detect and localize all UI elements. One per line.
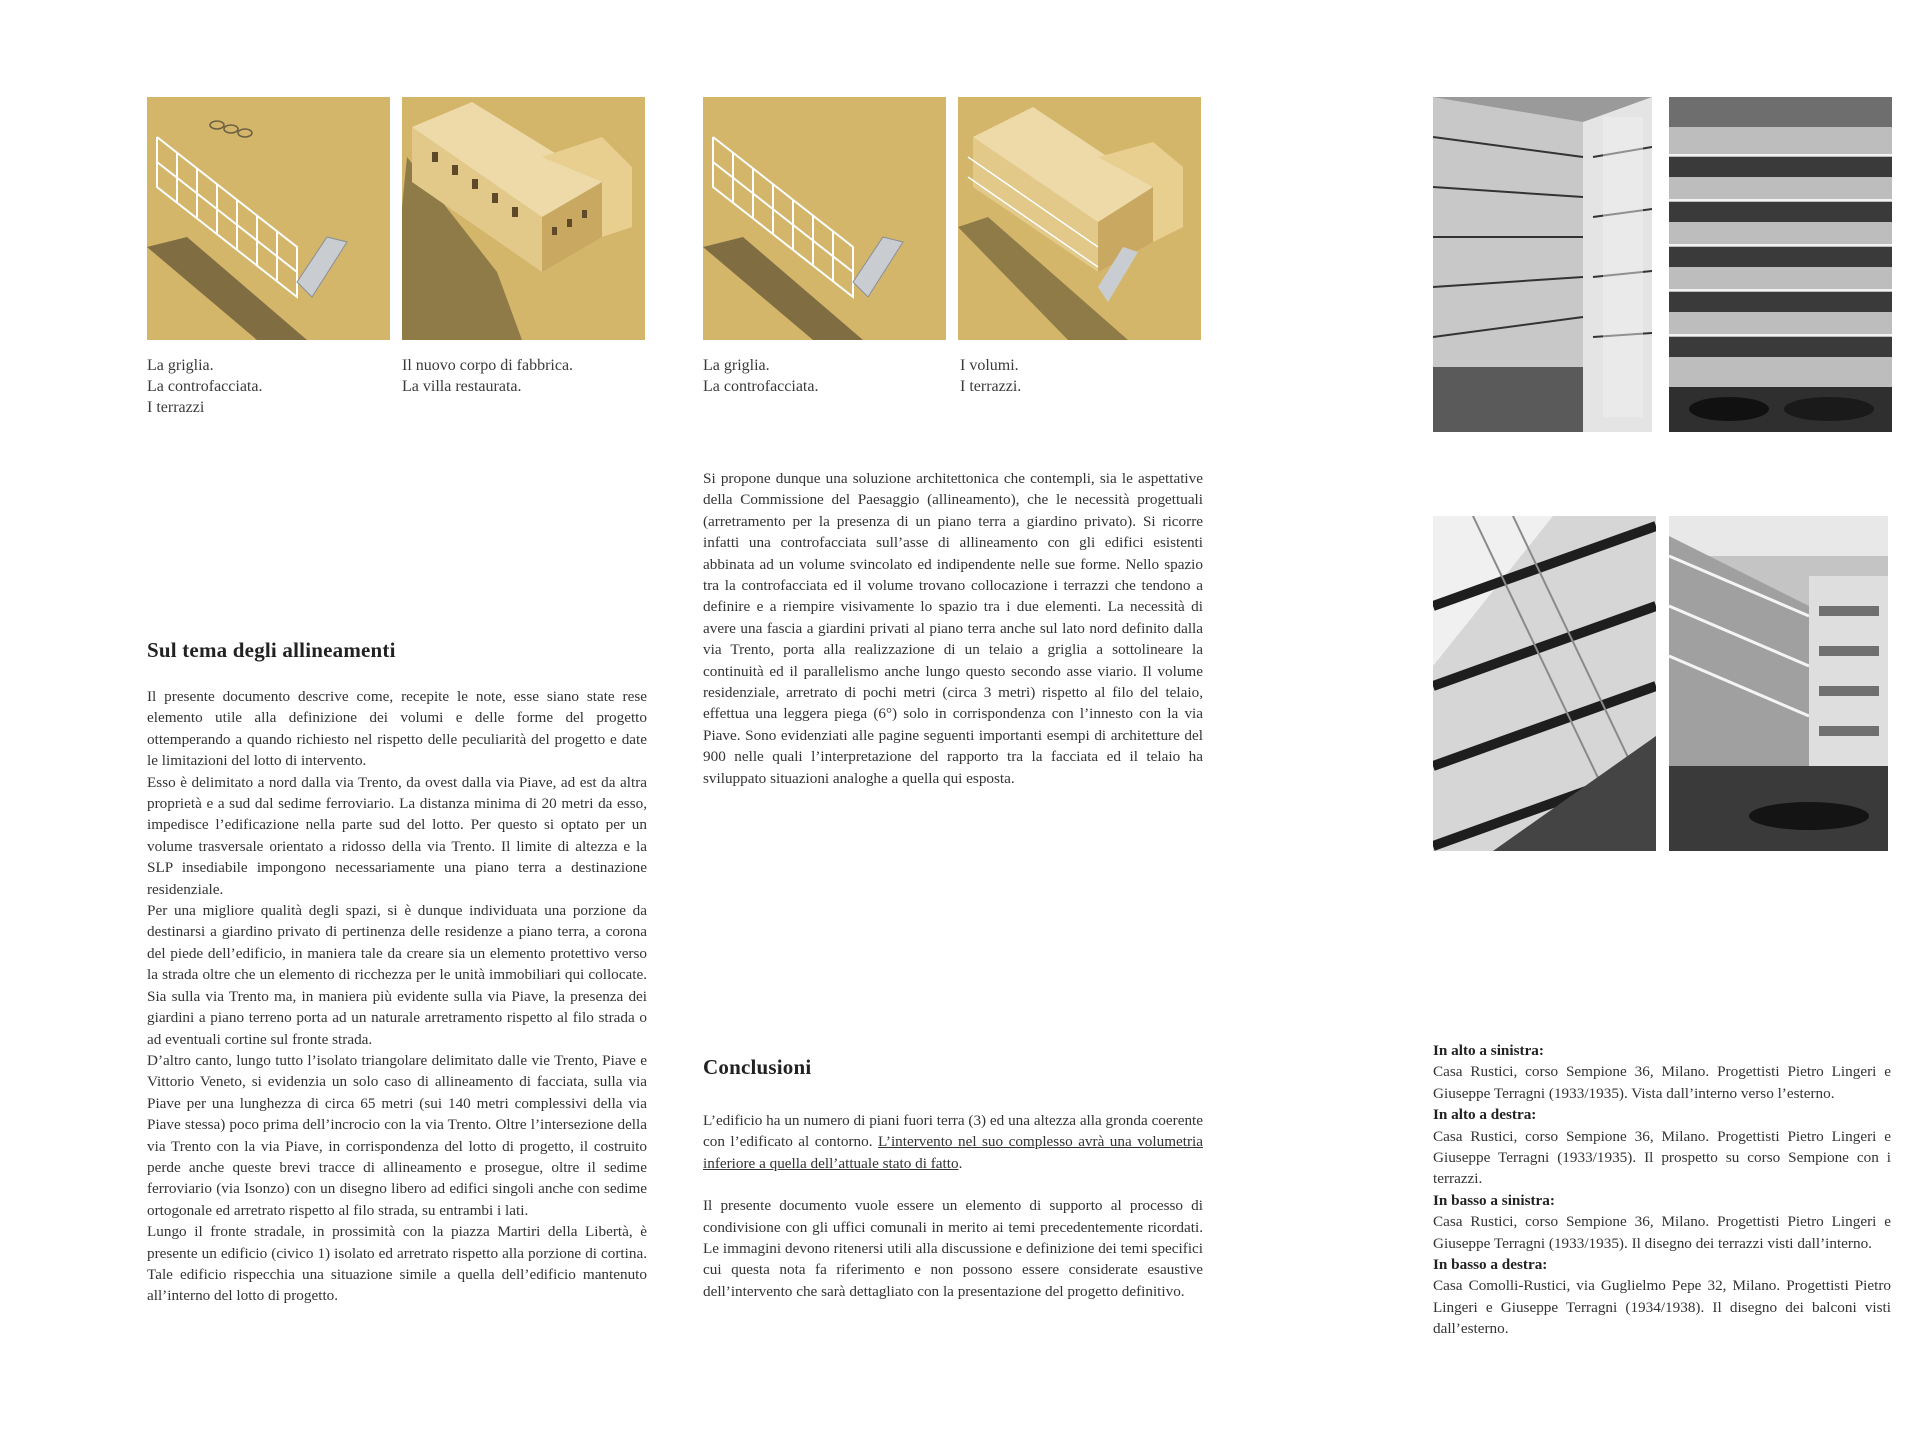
render-new-body-image	[402, 97, 645, 340]
credit-text: Casa Comolli-Rustici, via Guglielmo Pepe 32, Milano. Progettisti Pietro Lingeri e Giuseppe Terragni (1934/1938). Il disegno dei balconi visti dall’esterno.	[1433, 1277, 1891, 1338]
alignments-body	[147, 686, 647, 1307]
conclusions-text-underlined: L’intervento nel suo complesso avrà una volumetria inferiore a quella dell’attuale stato di fatto	[703, 1133, 1204, 1172]
alignments-paragraph: Lungo il fronte stradale, in prossimità con la piazza Martiri della Libertà, è presente un edificio (civico 1) isolato ed arretrato rispetto alla porzione di cortina. Tale edificio rispecchia una situazione simile a quella dell’edificio mantenuto all’interno del lotto di progetto.	[147, 1223, 647, 1305]
conclusions-text-plain: L’edificio ha un numero di piani fuori terra (3) ed una altezza alla gronda coerente con l’edificato al contorno.	[703, 1112, 1203, 1151]
conclusions-text-end: .	[958, 1154, 963, 1172]
conclusions-paragraph-1	[703, 1110, 1203, 1174]
credit-text: Casa Rustici, corso Sempione 36, Milano. Progettisti Pietro Lingeri e Giuseppe Terragni (1933/1935). Vista dall’interno verso l’esterno.	[1433, 1063, 1891, 1102]
conclusions-heading: Conclusioni	[703, 1055, 812, 1079]
photo-casa-comolli-rustici	[1669, 516, 1888, 851]
photo-casa-rustici-facade	[1669, 97, 1892, 432]
credit-text: Casa Rustici, corso Sempione 36, Milano. Progettisti Pietro Lingeri e Giuseppe Terragni (1933/1935). Il prospetto su corso Sempione con i terrazzi.	[1433, 1127, 1891, 1188]
render-volumes-image	[958, 97, 1201, 340]
credit-text: Casa Rustici, corso Sempione 36, Milano. Progettisti Pietro Lingeri e Giuseppe Terragni (1933/1935). Il disegno dei terrazzi visti dall’interno.	[1433, 1213, 1891, 1252]
credit-label: In basso a destra:	[1433, 1256, 1548, 1274]
credit-label: In basso a sinistra:	[1433, 1191, 1555, 1209]
render-caption-2: Il nuovo corpo di fabbrica. La villa restaurata.	[402, 357, 574, 395]
photo-casa-rustici-interior	[1433, 97, 1652, 432]
render-caption-4: I volumi. I terrazzi.	[960, 357, 1022, 395]
render-grid-image-1	[147, 97, 390, 340]
photo-casa-rustici-terraces	[1433, 516, 1656, 851]
alignments-heading: Sul tema degli allineamenti	[147, 638, 396, 662]
render-grid-image-2	[703, 97, 946, 340]
credit-label: In alto a sinistra:	[1433, 1042, 1544, 1059]
conclusions-body	[703, 1110, 1203, 1302]
conclusions-paragraph-2: Il presente documento vuole essere un elemento di supporto al processo di condivisione con gli uffici comunali in merito ai temi precedentemente ricordati. Le immagini devono ritenersi utili alla discussione e definizione dei temi specifici cui questa nota fa riferimento e non possono essere considerate esaustive dell’intervento che sarà dettagliato con la presentazione del progetto definitivo.	[703, 1197, 1203, 1300]
alignments-paragraph: D’altro canto, lungo tutto l’isolato triangolare delimitato dalle vie Trento, Piave e Vittorio Veneto, si evidenzia un solo caso di allineamento di facciata, sulla via Piave per una lunghezza di circa 65 metri (sui 140 metri complessivi della via Piave stessa) poco prima dell’incrocio con la via Trento. Oltre l’intersezione della via Trento con la via Piave, in corrispondenza del lotto di progetto, il costruito perde anche queste brevi tracce di allineamento e prosegue, oltre il sedime ferroviario (via Isonzo) con un disegno libero ad edifici singoli anche con sedime ortogonale ed arretrato rispetto al filo strada, su entrambi i lati.	[147, 1051, 647, 1219]
proposal-paragraph: Si propone dunque una soluzione architettonica che contempli, sia le aspettative della Commissione del Paesaggio (allineamento), che le necessità progettuali (arretramento per la presenza di un piano terra a giardino privato). Si ricorre infatti una controfacciata sull’asse di allineamento con gli edifici esistenti abbinata ad un volume svincolato ed indipendente nelle sue forme. Nello spazio tra la controfacciata ed il volume trovano collocazione i terrazzi che tendono a definire e a riempire visivamente lo spazio tra i due elementi. La necessità di avere una fascia a giardini privati al piano terra anche sul lato nord definito dalla via Trento, porta alla realizzazione di un telaio a griglia a sottolineare la continuità ed il parallelismo anche lungo questo secondo asse viario. Il volume residenziale, arretrato di pochi metri (circa 3 metri) rispetto al filo del telaio, effettua una leggera piega (6°) solo in corrispondenza con l’innesto con la via Piave. Sono evidenziati alle pagine seguenti importanti esempi di architetture del 900 nelle quali l’interpretazione del rapporto tra la facciata ed il telaio ha sviluppato situazioni analoghe a quella qui esposta.	[703, 470, 1203, 787]
render-caption-3: La griglia. La controfacciata.	[703, 357, 819, 395]
alignments-paragraph: Esso è delimitato a nord dalla via Trento, da ovest dalla via Piave, ad est da altra proprietà e a sud dal sedime ferroviario. La distanza minima di 20 metri da esso, impedisce l’edificazione nella parte sud del lotto. Per questo si optato per un volume trasversale orientato a ridosso della via Trento. Il limite di altezza e la SLP insediabile impongono necessariamente una piano terra a destinazione residenziale.	[147, 773, 647, 898]
render-caption-1: La griglia. La controfacciata. I terrazzi	[147, 357, 263, 416]
credit-label: In alto a destra:	[1433, 1106, 1537, 1124]
alignments-paragraph: Il presente documento descrive come, recepite le note, esse siano state rese elemento utile alla definizione dei volumi e delle forme del progetto ottemperando a quando richiesto nel rispetto delle peculiarità del progetto e date le limitazioni del lotto di intervento.	[147, 688, 647, 770]
photo-credits	[1433, 1040, 1891, 1340]
alignments-paragraph: Per una migliore qualità degli spazi, si è dunque individuata una porzione da destinarsi a giardino privato di pertinenza delle residenze a piano terra, a corona del piede dell’edificio, in maniera tale da creare sia un elemento protettivo verso la strada oltre che un elemento di ricchezza per le unità immobiliari qui collocate. Sia sulla via Trento ma, in maniera più evidente sulla via Piave, la presenza dei giardini a piano terreno porta ad un naturale arretramento rispetto al filo strada o ad eventuali cortine sul fronte strada.	[147, 902, 647, 1048]
